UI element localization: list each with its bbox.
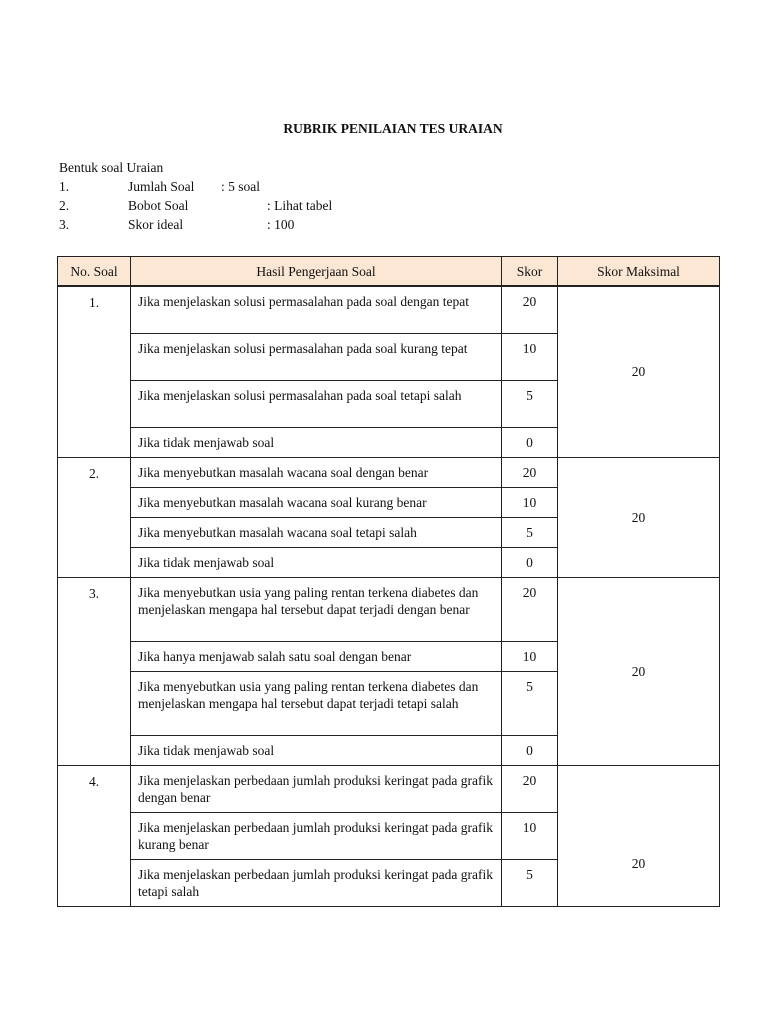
max-score: 20 [558, 577, 720, 765]
criteria-text: Jika menjelaskan solusi permasalahan pada soal kurang tepat [131, 333, 502, 380]
table-row [58, 286, 720, 333]
criteria-text: Jika menyebutkan usia yang paling rentan terkena diabetes dan menjelaskan mengapa hal tersebut dapat terjadi tetapi salah [131, 671, 502, 735]
criteria-text: Jika tidak menjawab soal [131, 427, 502, 457]
question-number: 2. [58, 457, 131, 577]
score-value: 5 [502, 380, 558, 427]
table-row [58, 457, 720, 487]
criteria-text: Jika menyebutkan masalah wacana soal tetapi salah [131, 517, 502, 547]
info-label: Bobot Soal [128, 198, 189, 213]
score-value: 5 [502, 859, 558, 906]
score-value: 10 [502, 333, 558, 380]
table-row [58, 765, 720, 812]
table-header-row [58, 257, 720, 287]
criteria-text: Jika tidak menjawab soal [131, 547, 502, 577]
score-value: 10 [502, 487, 558, 517]
info-block [59, 158, 333, 234]
score-value: 20 [502, 765, 558, 812]
max-score: 20 [558, 286, 720, 457]
score-value: 20 [502, 577, 558, 641]
score-value: 0 [502, 427, 558, 457]
info-heading: Bentuk soal Uraian [59, 160, 164, 175]
criteria-text: Jika menyebutkan masalah wacana soal kurang benar [131, 487, 502, 517]
info-number: 3. [59, 217, 70, 232]
criteria-text: Jika menjelaskan perbedaan jumlah produksi keringat pada grafik kurang benar [131, 812, 502, 859]
info-value: : Lihat tabel [267, 198, 333, 213]
question-number: 1. [58, 286, 131, 457]
info-number: 2. [59, 198, 70, 213]
criteria-text: Jika hanya menjawab salah satu soal dengan benar [131, 641, 502, 671]
question-number: 4. [58, 765, 131, 906]
header-hasil-pengerjaan: Hasil Pengerjaan Soal [131, 257, 502, 287]
criteria-text: Jika menjelaskan perbedaan jumlah produksi keringat pada grafik tetapi salah [131, 859, 502, 906]
info-value: : 5 soal [221, 179, 260, 194]
score-value: 0 [502, 547, 558, 577]
criteria-text: Jika menyebutkan masalah wacana soal dengan benar [131, 457, 502, 487]
max-score: 20 [558, 457, 720, 577]
criteria-text: Jika menyebutkan usia yang paling rentan terkena diabetes dan menjelaskan mengapa hal tersebut dapat terjadi dengan benar [131, 577, 502, 641]
table-row [58, 577, 720, 641]
score-value: 20 [502, 457, 558, 487]
info-label: Jumlah Soal [128, 179, 195, 194]
score-value: 5 [502, 671, 558, 735]
info-row-jumlah-soal [59, 177, 260, 196]
info-value: : 100 [267, 217, 295, 232]
criteria-text: Jika menjelaskan perbedaan jumlah produksi keringat pada grafik dengan benar [131, 765, 502, 812]
header-skor: Skor [502, 257, 558, 287]
header-no-soal: No. Soal [58, 257, 131, 287]
question-number: 3. [58, 577, 131, 765]
score-value: 20 [502, 286, 558, 333]
criteria-text: Jika menjelaskan solusi permasalahan pada soal tetapi salah [131, 380, 502, 427]
score-value: 10 [502, 812, 558, 859]
score-value: 0 [502, 735, 558, 765]
info-label: Skor ideal [128, 217, 184, 232]
header-skor-maksimal: Skor Maksimal [558, 257, 720, 287]
criteria-text: Jika menjelaskan solusi permasalahan pada soal dengan tepat [131, 286, 502, 333]
info-row-skor-ideal [59, 215, 295, 234]
score-value: 10 [502, 641, 558, 671]
info-row-bobot-soal [59, 196, 333, 215]
document-title: RUBRIK PENILAIAN TES URAIAN [283, 121, 503, 136]
info-number: 1. [59, 179, 70, 194]
rubric-table [57, 256, 720, 907]
score-value: 5 [502, 517, 558, 547]
max-score: 20 [558, 765, 720, 906]
criteria-text: Jika tidak menjawab soal [131, 735, 502, 765]
